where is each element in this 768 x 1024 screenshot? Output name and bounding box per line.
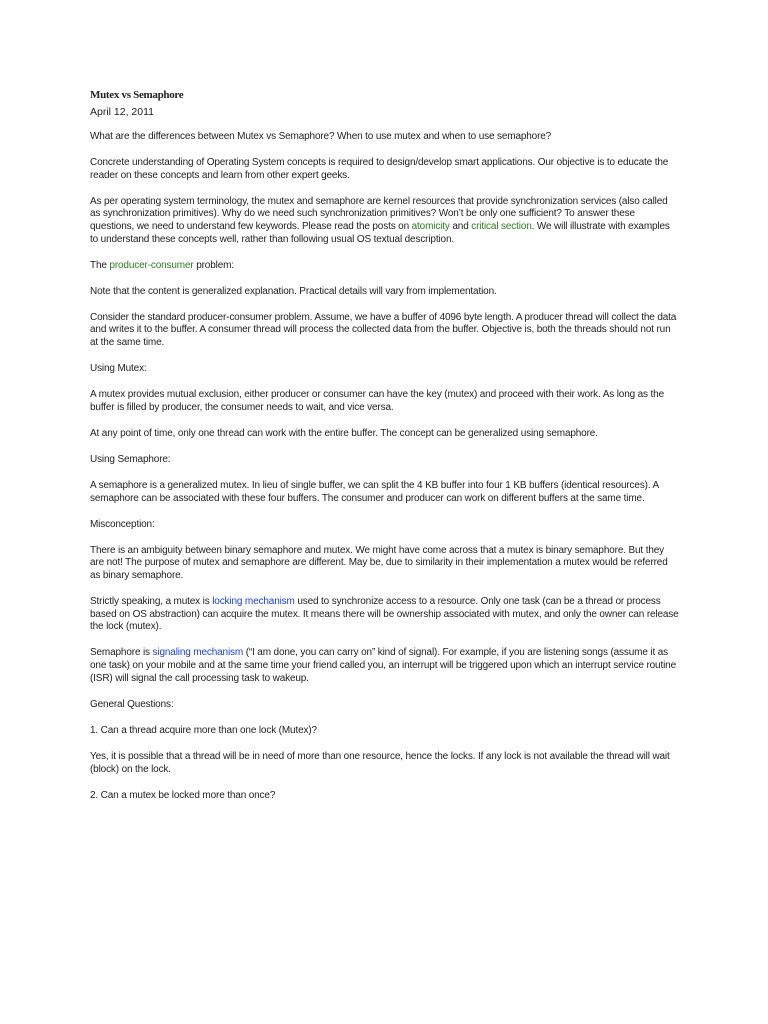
paragraph-ambiguity: There is an ambiguity between binary semaphore and mutex. We might have come across that a mutex is binary semaphore. But they are not! The purpose of mutex and semaphore are different. May be, due to similarity in their implementation a mutex would be referred as binary semaphore. (90, 544, 668, 582)
document-title: Mutex vs Semaphore (90, 89, 184, 101)
paragraph-producer-consumer (90, 260, 680, 273)
paragraph-strictly-speaking (90, 596, 680, 634)
paragraph-semaphore: A semaphore is a generalized mutex. In lieu of single buffer, we can split the 4 KB buffer into four 1 KB buffers (identical resources). A semaphore can be associated with these four buffers. The consumer and producer can work on different buffers at the same time. (90, 480, 659, 504)
signaling-text-before: Semaphore is (90, 647, 153, 659)
heading-using-mutex: Using Mutex: (90, 363, 147, 375)
atomicity-link[interactable]: atomicity (411, 220, 450, 232)
locking-mechanism-link[interactable]: locking mechanism (212, 596, 295, 608)
critical-section-link[interactable]: critical section (471, 220, 532, 232)
document-page (90, 88, 680, 816)
terminology-text-after: . We will illustrate with examples to understand these concepts well, rather than following usual OS textual description. (90, 220, 670, 245)
terminology-text-before: As per operating system terminology, the mutex and semaphore are kernel resources that provide synchronization services (also called as synchronization primitives). Why do we need such synchronization primitives? Won’t be only one sufficient? To answer these questions, we need to understand few keywords. Please read the posts on (90, 195, 668, 232)
paragraph-any-point: At any point of time, only one thread can work with the entire buffer. The concept can be generalized using semaphore. (90, 427, 598, 439)
strictly-text-after: used to synchronize access to a resource. Only one task (can be a thread or process based on OS abstraction) can acquire the mutex. It means there will be ownership associated with mutex, and only the owner can release the lock (mutex). (90, 596, 679, 633)
heading-using-semaphore: Using Semaphore: (90, 454, 171, 465)
signaling-text-after: (“I am done, you can carry on” kind of signal). For example, if you are listening songs (assume it as one task) on your mobile and at the same time your friend called you, an interrupt will be triggered upon which an interrupt service routine (ISR) will signal the call processing task to wakeup. (90, 647, 676, 684)
paragraph-concrete-understanding: Concrete understanding of Operating System concepts is required to design/develop smart applications. Our objective is to educate the reader on these concepts and learn from other expert geeks. (90, 157, 669, 181)
producer-text-after: problem: (193, 259, 234, 271)
signaling-mechanism-link[interactable]: signaling mechanism (152, 647, 244, 659)
paragraph-terminology (90, 196, 680, 246)
terminology-text-mid: and (449, 220, 472, 232)
producer-text-before: The (90, 259, 110, 271)
question-1: 1. Can a thread acquire more than one lock (Mutex)? (90, 724, 317, 736)
producer-consumer-link[interactable]: producer-consumer (109, 259, 194, 271)
paragraph-intro-question: What are the differences between Mutex vs Semaphore? When to use mutex and when to use semaphore? (90, 131, 552, 142)
paragraph-mutex: A mutex provides mutual exclusion, either producer or consumer can have the key (mutex) and proceed with their work. As long as the buffer is filled by producer, the consumer needs to wait, and vice versa. (90, 389, 664, 413)
answer-1: Yes, it is possible that a thread will be in need of more than one resource, hence the locks. If any lock is not available the thread will wait (block) on the lock. (90, 750, 670, 775)
strictly-text-before: Strictly speaking, a mutex is (90, 596, 213, 608)
heading-general-questions: General Questions: (90, 698, 174, 710)
question-2: 2. Can a mutex be locked more than once? (90, 789, 276, 801)
heading-misconception: Misconception: (90, 518, 155, 530)
paragraph-note: Note that the content is generalized explanation. Practical details will vary from implementation. (90, 285, 497, 297)
document-date: April 12, 2011 (90, 106, 155, 118)
paragraph-consider: Consider the standard producer-consumer problem. Assume, we have a buffer of 4096 byte length. A producer thread will collect the data and writes it to the buffer. A consumer thread will process the collected data from the buffer. Objective is, both the threads should not run at the same time. (90, 311, 677, 349)
paragraph-signaling (90, 647, 680, 685)
